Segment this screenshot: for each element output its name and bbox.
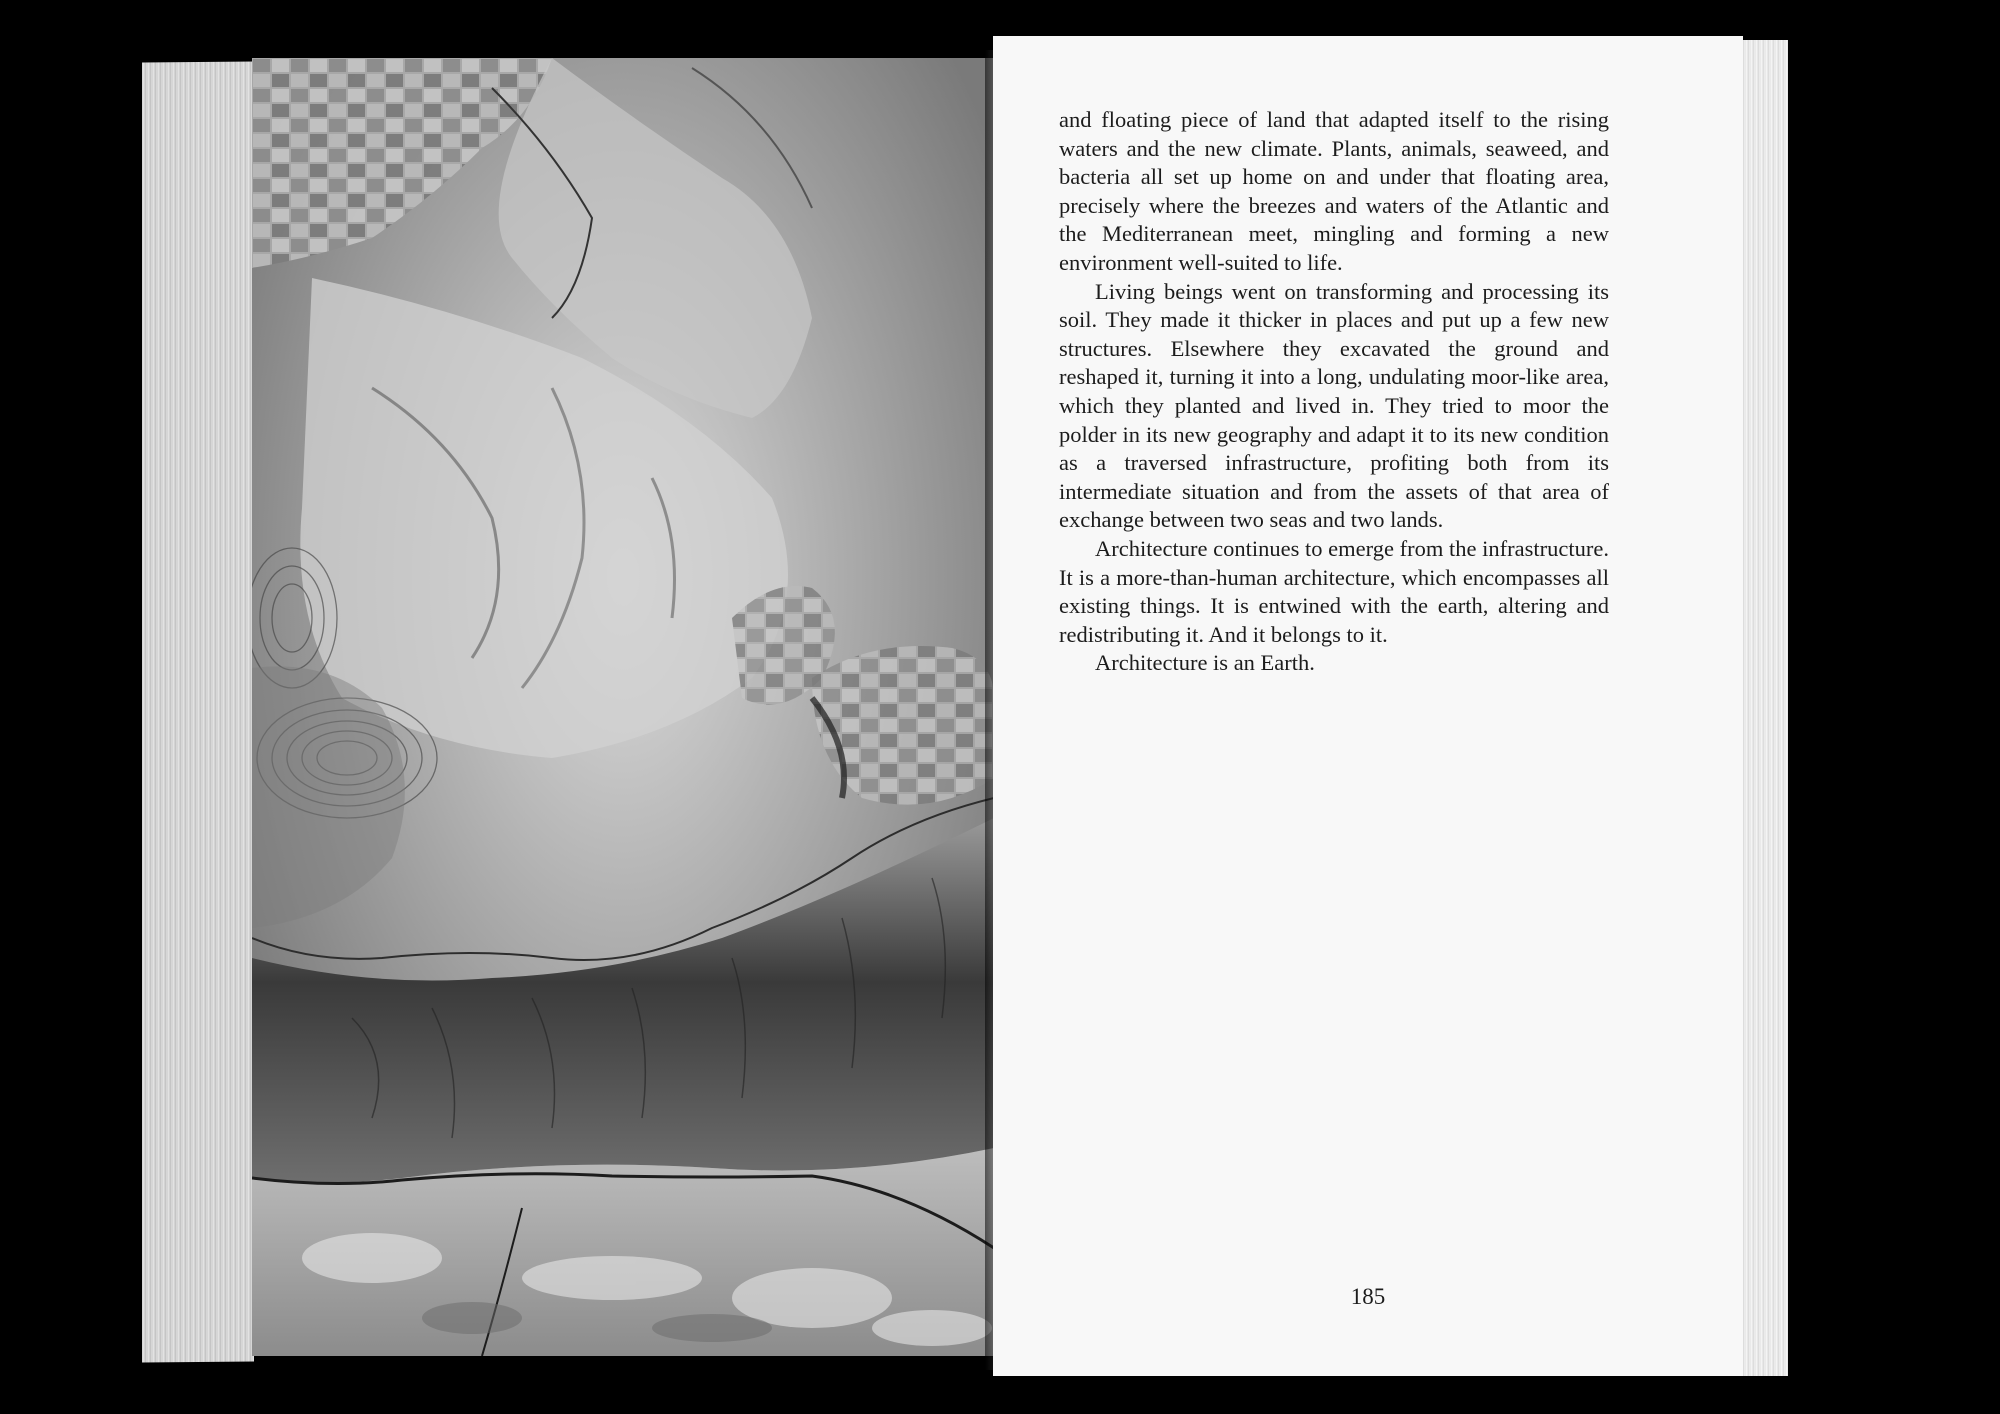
right-page-edges xyxy=(1740,40,1788,1376)
paragraph-3: Architecture continues to emerge from the infrastructure. It is a more-than-human architecture, which encompasses all existing things. It is entwined with the earth, altering and redistributing it. And it belongs to it. xyxy=(1059,535,1609,647)
left-page-map-image xyxy=(252,58,994,1356)
paragraph-2: Living beings went on transforming and processing its soil. They made it thicker in places and put up a few new structures. Elsewhere they excavated the ground and reshaped it, turning it into a long, undulating moor-like area, which they planted and lived in. They tried to moor the polder in its new geography and adapt it to its new condition as a traversed infrastructure, profiting both from its intermediate situation and from the assets of that area of exchange between two seas and two lands. xyxy=(1059,278,1609,533)
paragraph-1: and floating piece of land that adapted itself to the rising waters and the new climate. Plants, animals, seaweed, and bacteria all set up home on and under that floating area, precisely where the breezes and waters of the Atlantic and the Mediterranean meet, mingling and forming a new environment well-suited to life. xyxy=(1059,107,1609,275)
page-number: 185 xyxy=(1350,1284,1386,1309)
body-text xyxy=(1059,106,1609,678)
right-page xyxy=(993,36,1743,1376)
paragraph-4: Architecture is an Earth. xyxy=(1095,650,1315,676)
left-page-edges xyxy=(142,62,254,1363)
hillshade-topographic-map-image xyxy=(252,58,994,1356)
